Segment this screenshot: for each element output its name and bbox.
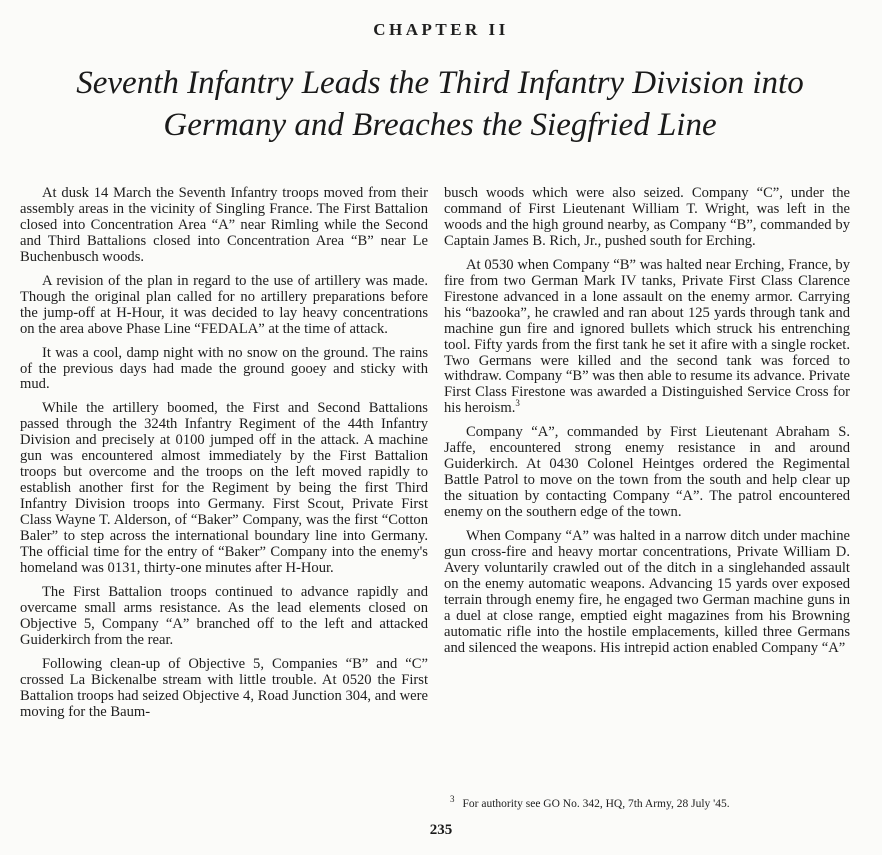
right-column — [444, 186, 850, 665]
paragraph: The First Battalion troops continued to advance rapidly and overcame small arms resistance. As the lead elements closed on Objective 5, Company “A” branched off to the left and attacked Guiderkirch from the rear. — [20, 583, 428, 648]
page-number: 235 — [429, 822, 453, 838]
paragraph: Following clean-up of Objective 5, Companies “B” and “C” crossed La Bickenalbe stream with little trouble. At 0520 the First Battalion troops had seized Objective 4, Road Junction 304, and were moving for the Baum- — [20, 655, 428, 720]
paragraph: When Company “A” was halted in a narrow ditch under machine gun cross-fire and heavy mortar concentrations, Private William D. Avery voluntarily crawled out of the ditch in a singlehanded assault on the enemy automatic weapons. Advancing 15 yards over exposed terrain through enemy fire, he engaged two German machine guns in a duel at close range, emptied eight magazines from his Browning automatic rifle into the hostile emplacements, killed three Germans and silenced the weapons. His intrepid action enabled Company “A” — [444, 528, 850, 656]
paragraph-continuation: busch woods which were also seized. Company “C”, under the command of First Lieutenant William T. Wright, was left in the woods and the high ground nearby, as Company “B”, commanded by Captain James B. Rich, Jr., pushed south for Erching. — [444, 185, 850, 249]
chapter-title: Seventh Infantry Leads the Third Infantry Division into Germany and Breaches the Siegfried Line — [76, 65, 804, 143]
chapter-label: CHAPTER II — [373, 20, 509, 39]
footnote-reference[interactable]: 3 — [515, 398, 520, 409]
paragraph: Company “A”, commanded by First Lieutenant Abraham S. Jaffe, encountered strong enemy resistance in and around Guiderkirch. At 0430 Colonel Heintges ordered the Regimental Battle Patrol to move on the town from the south and help clear up the situation by contacting Company “A”. The patrol encountered enemy on the southern edge of the town. — [444, 424, 850, 521]
paragraph-text: At 0530 when Company “B” was halted near Erching, France, by fire from two German Mark IV tanks, Private First Class Clarence Firestone advanced in a lone assault on the enemy armor. Carrying his “bazooka”, he crawled and ran about 125 yards through tank and machine gun fire and ignored bullets which struck his entrenching tool. Fifty yards from the first tank he set it afire with a single rocket. Two Germans were killed and the second tank was forced to withdraw. Company “B” was then able to resume its advance. Private First Class Firestone was awarded a Distinguished Service Cross for his heroism. — [444, 256, 850, 417]
paragraph — [444, 258, 850, 418]
left-column — [20, 186, 428, 729]
footnote — [444, 794, 850, 810]
paragraph: At dusk 14 March the Seventh Infantry troops moved from their assembly areas in the vicinity of Singling France. The First Battalion closed into Concentration Area “A” near Rimling while the Second and Third Battalions closed into Concentration Area “B” near Le Buchenbusch woods. — [20, 185, 428, 265]
paragraph: While the artillery boomed, the First and Second Battalions passed through the 324th Infantry Regiment of the 44th Infantry Division and precisely at 0100 jumped off in the attack. A machine gun was encountered almost immediately by the First Battalion troops but overcome and the troops on the left moved rapidly to establish another first for the Regiment by being the first Third Infantry Division troops into Germany. First Scout, Private First Class Wayne T. Alderson, of “Baker” Company, was the first “Cotton Baler” to step across the international boundary line into Germany. The official time for the entry of “Baker” Company into the enemy's homeland was 0131, thirty-one minutes after H-Hour. — [20, 400, 428, 576]
paragraph: A revision of the plan in regard to the use of artillery was made. Though the original plan called for no artillery preparations before the jump-off at H-Hour, it was decided to lay heavy concentrations on the area above Phase Line “FEDALA” at the time of attack. — [20, 272, 428, 337]
footnote-text: For authority see GO No. 342, HQ, 7th Army, 28 July '45. — [462, 798, 730, 810]
footnote-number: 3 — [450, 794, 455, 805]
paragraph: It was a cool, damp night with no snow on the ground. The rains of the previous days had made the ground gooey and sticky with mud. — [20, 344, 428, 393]
